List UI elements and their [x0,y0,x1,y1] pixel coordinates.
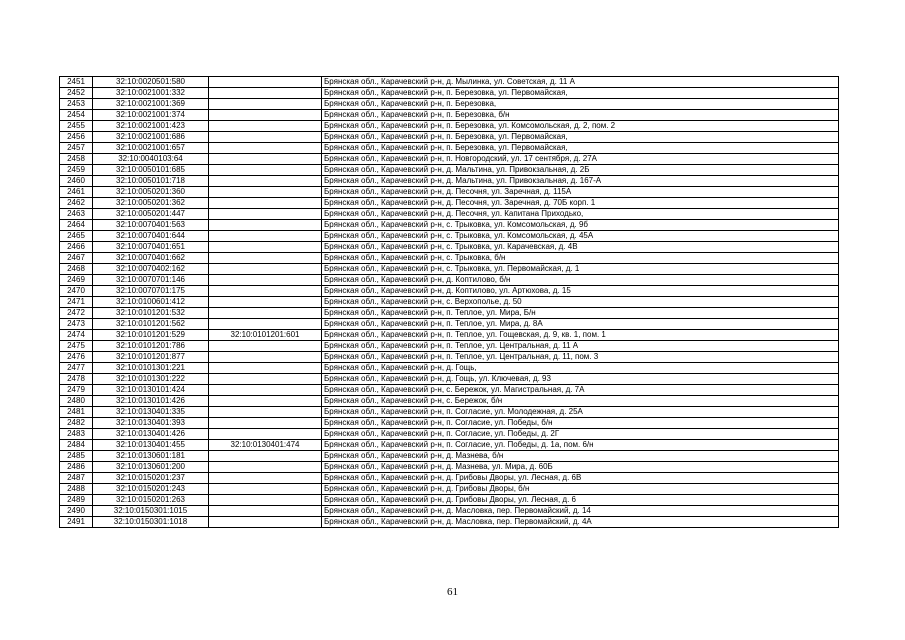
table-row [60,396,839,407]
cell-related-cadastral-number [209,209,322,220]
table-row [60,506,839,517]
cell-number: 2483 [60,429,93,440]
cell-related-cadastral-number [209,297,322,308]
cell-address: Брянская обл., Карачевский р-н, д. Песочня, ул. Капитана Приходько, [322,209,839,220]
table-row [60,319,839,330]
cell-related-cadastral-number [209,319,322,330]
cell-related-cadastral-number [209,286,322,297]
cell-number: 2472 [60,308,93,319]
cell-address: Брянская обл., Карачевский р-н, д. Песочня, ул. Заречная, д. 115А [322,187,839,198]
cell-related-cadastral-number [209,275,322,286]
cell-address: Брянская обл., Карачевский р-н, п. Теплое, ул. Гощевская, д. 9, кв. 1, пом. 1 [322,330,839,341]
cell-address: Брянская обл., Карачевский р-н, д. Масловка, пер. Первомайский, д. 4А [322,517,839,528]
table-row [60,253,839,264]
cell-address: Брянская обл., Карачевский р-н, д. Гощь, [322,363,839,374]
cell-cadastral-number: 32:10:0130601:181 [93,451,209,462]
cell-address: Брянская обл., Карачевский р-н, п. Березовка, [322,99,839,110]
cell-number: 2463 [60,209,93,220]
page-number: 61 [447,586,458,598]
cell-cadastral-number: 32:10:0101201:562 [93,319,209,330]
table-row [60,176,839,187]
table-row [60,165,839,176]
table-row [60,418,839,429]
cell-related-cadastral-number [209,77,322,88]
cell-related-cadastral-number [209,220,322,231]
cell-related-cadastral-number [209,451,322,462]
cell-number: 2479 [60,385,93,396]
cell-number: 2484 [60,440,93,451]
table-row [60,220,839,231]
cell-related-cadastral-number [209,429,322,440]
table-row [60,198,839,209]
cell-related-cadastral-number [209,308,322,319]
cell-cadastral-number: 32:10:0070401:563 [93,220,209,231]
cell-number: 2485 [60,451,93,462]
cell-related-cadastral-number [209,154,322,165]
cell-number: 2457 [60,143,93,154]
cell-related-cadastral-number: 32:10:0101201:601 [209,330,322,341]
cell-number: 2455 [60,121,93,132]
table-row [60,88,839,99]
cell-address: Брянская обл., Карачевский р-н, п. Березовка, ул. Первомайская, [322,132,839,143]
cell-address: Брянская обл., Карачевский р-н, с. Трыковка, ул. Комсомольская, д. 45А [322,231,839,242]
cell-number: 2489 [60,495,93,506]
cell-cadastral-number: 32:10:0101201:877 [93,352,209,363]
cell-number: 2462 [60,198,93,209]
cell-related-cadastral-number [209,242,322,253]
cell-address: Брянская обл., Карачевский р-н, с. Трыковка, ул. Комсомольская, д. 9б [322,220,839,231]
cell-cadastral-number: 32:10:0130401:426 [93,429,209,440]
cell-address: Брянская обл., Карачевский р-н, п. Теплое, ул. Центральная, д. 11, пом. 3 [322,352,839,363]
table-row [60,187,839,198]
table-row [60,121,839,132]
cell-number: 2464 [60,220,93,231]
cell-address: Брянская обл., Карачевский р-н, с. Трыковка, ул. Первомайская, д. 1 [322,264,839,275]
cell-address: Брянская обл., Карачевский р-н, с. Бережок, б/н [322,396,839,407]
cell-related-cadastral-number [209,88,322,99]
cell-cadastral-number: 32:10:0040103:64 [93,154,209,165]
cell-number: 2486 [60,462,93,473]
cell-related-cadastral-number [209,484,322,495]
cell-related-cadastral-number [209,264,322,275]
cell-cadastral-number: 32:10:0070401:644 [93,231,209,242]
cell-related-cadastral-number [209,506,322,517]
cell-related-cadastral-number [209,132,322,143]
cell-address: Брянская обл., Карачевский р-н, д. Масловка, пер. Первомайский, д. 14 [322,506,839,517]
cell-cadastral-number: 32:10:0101201:529 [93,330,209,341]
cell-address: Брянская обл., Карачевский р-н, п. Теплое, ул. Мира, Б/н [322,308,839,319]
cell-cadastral-number: 32:10:0101301:221 [93,363,209,374]
cell-cadastral-number: 32:10:0050101:685 [93,165,209,176]
cell-cadastral-number: 32:10:0130401:393 [93,418,209,429]
cell-related-cadastral-number [209,407,322,418]
cell-number: 2454 [60,110,93,121]
table-body [60,77,839,528]
cell-related-cadastral-number [209,110,322,121]
cell-cadastral-number: 32:10:0050201:362 [93,198,209,209]
table-row [60,275,839,286]
cell-address: Брянская обл., Карачевский р-н, п. Согласие, ул. Победы, д. 1а, пом. 6/н [322,440,839,451]
cell-number: 2456 [60,132,93,143]
cell-related-cadastral-number [209,396,322,407]
cell-number: 2470 [60,286,93,297]
cell-address: Брянская обл., Карачевский р-н, д. Мылинка, ул. Советская, д. 11 А [322,77,839,88]
cell-cadastral-number: 32:10:0070401:662 [93,253,209,264]
cell-address: Брянская обл., Карачевский р-н, д. Коптилово, б/н [322,275,839,286]
table-row [60,495,839,506]
table-row [60,517,839,528]
cell-number: 2488 [60,484,93,495]
cell-number: 2468 [60,264,93,275]
cell-address: Брянская обл., Карачевский р-н, д. Коптилово, ул. Артюхова, д. 15 [322,286,839,297]
cell-related-cadastral-number [209,374,322,385]
cell-related-cadastral-number [209,187,322,198]
cell-cadastral-number: 32:10:0020501:580 [93,77,209,88]
cell-related-cadastral-number [209,231,322,242]
cell-related-cadastral-number [209,418,322,429]
cell-related-cadastral-number [209,363,322,374]
table-row [60,99,839,110]
cell-address: Брянская обл., Карачевский р-н, п. Березовка, ул. Первомайская, [322,88,839,99]
cell-cadastral-number: 32:10:0070701:146 [93,275,209,286]
cell-cadastral-number: 32:10:0101201:786 [93,341,209,352]
cell-related-cadastral-number [209,517,322,528]
cell-cadastral-number: 32:10:0150201:243 [93,484,209,495]
cell-address: Брянская обл., Карачевский р-н, п. Березовка, ул. Первомайская, [322,143,839,154]
table-row [60,297,839,308]
cell-number: 2459 [60,165,93,176]
cell-number: 2458 [60,154,93,165]
cell-cadastral-number: 32:10:0101301:222 [93,374,209,385]
cell-number: 2465 [60,231,93,242]
cell-cadastral-number: 32:10:0150201:263 [93,495,209,506]
cell-address: Брянская обл., Карачевский р-н, п. Теплое, ул. Мира, д. 8А [322,319,839,330]
cell-cadastral-number: 32:10:0021001:369 [93,99,209,110]
cell-cadastral-number: 32:10:0150301:1018 [93,517,209,528]
table-row [60,77,839,88]
cell-cadastral-number: 32:10:0050201:360 [93,187,209,198]
cell-cadastral-number: 32:10:0021001:423 [93,121,209,132]
table-row [60,286,839,297]
cell-address: Брянская обл., Карачевский р-н, д. Мазнева, б/н [322,451,839,462]
cell-address: Брянская обл., Карачевский р-н, п. Согласие, ул. Победы, б/н [322,418,839,429]
table-row [60,242,839,253]
cell-cadastral-number: 32:10:0070701:175 [93,286,209,297]
cell-cadastral-number: 32:10:0130101:424 [93,385,209,396]
cell-number: 2490 [60,506,93,517]
cell-number: 2475 [60,341,93,352]
table-row [60,462,839,473]
table-row [60,440,839,451]
cell-related-cadastral-number [209,352,322,363]
cell-address: Брянская обл., Карачевский р-н, д. Грибовы Дворы, б/н [322,484,839,495]
cell-cadastral-number: 32:10:0021001:657 [93,143,209,154]
cell-number: 2491 [60,517,93,528]
cell-related-cadastral-number [209,473,322,484]
cell-number: 2451 [60,77,93,88]
cell-related-cadastral-number [209,462,322,473]
cell-related-cadastral-number [209,176,322,187]
cell-number: 2478 [60,374,93,385]
table-row [60,143,839,154]
cell-cadastral-number: 32:10:0101201:532 [93,308,209,319]
cell-related-cadastral-number: 32:10:0130401:474 [209,440,322,451]
cell-address: Брянская обл., Карачевский р-н, п. Согласие, ул. Победы, д. 2Г [322,429,839,440]
cell-cadastral-number: 32:10:0070402:162 [93,264,209,275]
cell-number: 2480 [60,396,93,407]
cell-address: Брянская обл., Карачевский р-н, д. Грибовы Дворы, ул. Лесная, д. 6В [322,473,839,484]
table-row [60,330,839,341]
cell-address: Брянская обл., Карачевский р-н, д. Грибовы Дворы, ул. Лесная, д. 6 [322,495,839,506]
cell-number: 2471 [60,297,93,308]
cell-related-cadastral-number [209,385,322,396]
cell-number: 2453 [60,99,93,110]
cell-address: Брянская обл., Карачевский р-н, с. Трыковка, б/н [322,253,839,264]
cell-number: 2474 [60,330,93,341]
cell-cadastral-number: 32:10:0130401:335 [93,407,209,418]
cell-cadastral-number: 32:10:0070401:651 [93,242,209,253]
cell-address: Брянская обл., Карачевский р-н, с. Бережок, ул. Магистральная, д. 7А [322,385,839,396]
registry-table [59,76,839,528]
table-row [60,154,839,165]
cell-number: 2473 [60,319,93,330]
table-row [60,484,839,495]
table-row [60,264,839,275]
table-row [60,473,839,484]
cell-cadastral-number: 32:10:0050201:447 [93,209,209,220]
cell-address: Брянская обл., Карачевский р-н, п. Березовка, ул. Комсомольская, д. 2, пом. 2 [322,121,839,132]
cell-number: 2469 [60,275,93,286]
cell-related-cadastral-number [209,121,322,132]
cell-number: 2481 [60,407,93,418]
cell-number: 2461 [60,187,93,198]
table-row [60,363,839,374]
registry-sheet [59,76,838,528]
cell-related-cadastral-number [209,143,322,154]
cell-address: Брянская обл., Карачевский р-н, п. Новгородский, ул. 17 сентября, д. 27А [322,154,839,165]
cell-address: Брянская обл., Карачевский р-н, д. Мальтина, ул. Привокзальная, д. 2Б [322,165,839,176]
table-row [60,374,839,385]
cell-address: Брянская обл., Карачевский р-н, д. Мальтина, ул. Привокзальная, д. 167-А [322,176,839,187]
cell-related-cadastral-number [209,165,322,176]
table-row [60,352,839,363]
cell-address: Брянская обл., Карачевский р-н, д. Гощь, ул. Ключевая, д. 93 [322,374,839,385]
table-row [60,231,839,242]
cell-related-cadastral-number [209,495,322,506]
cell-address: Брянская обл., Карачевский р-н, п. Теплое, ул. Центральная, д. 11 А [322,341,839,352]
table-row [60,451,839,462]
cell-cadastral-number: 32:10:0150301:1015 [93,506,209,517]
cell-number: 2467 [60,253,93,264]
cell-address: Брянская обл., Карачевский р-н, с. Верхополье, д. 50 [322,297,839,308]
table-row [60,209,839,220]
table-row [60,308,839,319]
cell-cadastral-number: 32:10:0130401:455 [93,440,209,451]
cell-address: Брянская обл., Карачевский р-н, д. Песочня, ул. Заречная, д. 70Б корп. 1 [322,198,839,209]
cell-cadastral-number: 32:10:0100601:412 [93,297,209,308]
cell-cadastral-number: 32:10:0021001:686 [93,132,209,143]
cell-number: 2476 [60,352,93,363]
cell-address: Брянская обл., Карачевский р-н, д. Мазнева, ул. Мира, д. 60Б [322,462,839,473]
cell-cadastral-number: 32:10:0021001:374 [93,110,209,121]
cell-related-cadastral-number [209,341,322,352]
cell-cadastral-number: 32:10:0150201:237 [93,473,209,484]
cell-number: 2452 [60,88,93,99]
cell-number: 2487 [60,473,93,484]
cell-address: Брянская обл., Карачевский р-н, п. Согласие, ул. Молодежная, д. 25А [322,407,839,418]
cell-related-cadastral-number [209,198,322,209]
cell-cadastral-number: 32:10:0021001:332 [93,88,209,99]
table-row [60,132,839,143]
table-row [60,385,839,396]
cell-address: Брянская обл., Карачевский р-н, с. Трыковка, ул. Карачевская, д. 4В [322,242,839,253]
cell-cadastral-number: 32:10:0130601:200 [93,462,209,473]
table-row [60,407,839,418]
table-row [60,429,839,440]
table-row [60,341,839,352]
cell-number: 2466 [60,242,93,253]
cell-related-cadastral-number [209,253,322,264]
cell-cadastral-number: 32:10:0050101:718 [93,176,209,187]
cell-number: 2460 [60,176,93,187]
table-row [60,110,839,121]
cell-related-cadastral-number [209,99,322,110]
cell-number: 2477 [60,363,93,374]
cell-address: Брянская обл., Карачевский р-н, п. Березовка, б/н [322,110,839,121]
cell-number: 2482 [60,418,93,429]
cell-cadastral-number: 32:10:0130101:426 [93,396,209,407]
